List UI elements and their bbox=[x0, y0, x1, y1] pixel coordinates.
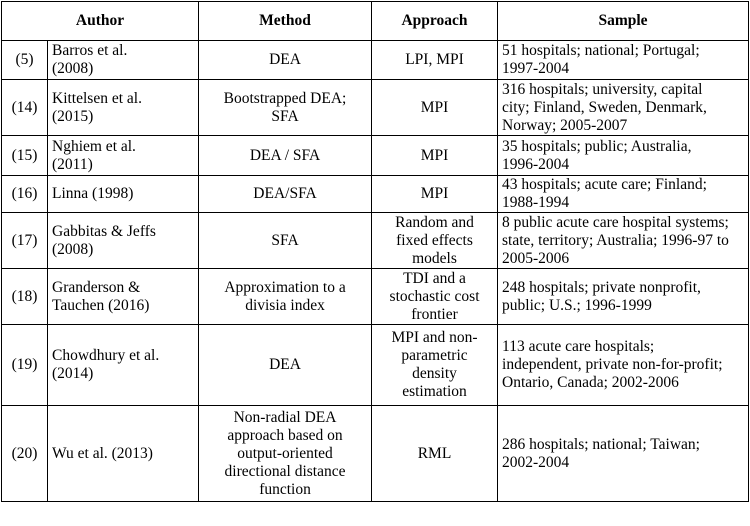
author-cell: Gabbitas & Jeffs (2008) bbox=[48, 213, 199, 269]
ref-number: (15) bbox=[2, 136, 48, 176]
author-cell: Granderson & Tauchen (2016) bbox=[48, 269, 199, 325]
author-cell: Nghiem et al. (2011) bbox=[48, 136, 199, 176]
sample-cell: 35 hospitals; public; Australia, 1996-2004 bbox=[498, 136, 749, 176]
method-cell: Approximation to a divisia index bbox=[199, 269, 372, 325]
header-sample: Sample bbox=[498, 2, 749, 41]
studies-table bbox=[1, 1, 749, 502]
approach-cell: MPI bbox=[372, 176, 498, 213]
author-cell: Chowdhury et al. (2014) bbox=[48, 325, 199, 406]
sample-cell: 316 hospitals; university, capital city; Finland, Sweden, Denmark, Norway; 2005-2007 bbox=[498, 80, 749, 136]
author-cell: Wu et al. (2013) bbox=[48, 406, 199, 502]
sample-cell: 8 public acute care hospital systems; state, territory; Australia; 1996-97 to 2005-2006 bbox=[498, 213, 749, 269]
sample-cell: 43 hospitals; acute care; Finland; 1988-1994 bbox=[498, 176, 749, 213]
table-row bbox=[2, 80, 749, 136]
ref-number: (14) bbox=[2, 80, 48, 136]
ref-number: (16) bbox=[2, 176, 48, 213]
header-method: Method bbox=[199, 2, 372, 41]
table-row bbox=[2, 41, 749, 80]
method-cell: Non-radial DEA approach based on output-oriented directional distance function bbox=[199, 406, 372, 502]
sample-cell: 286 hospitals; national; Taiwan; 2002-2004 bbox=[498, 406, 749, 502]
approach-cell: Random and fixed effects models bbox=[372, 213, 498, 269]
author-cell: Kittelsen et al. (2015) bbox=[48, 80, 199, 136]
approach-cell: LPI, MPI bbox=[372, 41, 498, 80]
table-row bbox=[2, 269, 749, 325]
author-cell: Linna (1998) bbox=[48, 176, 199, 213]
method-cell: DEA bbox=[199, 325, 372, 406]
ref-number: (5) bbox=[2, 41, 48, 80]
table-row bbox=[2, 213, 749, 269]
method-cell: Bootstrapped DEA; SFA bbox=[199, 80, 372, 136]
approach-cell: MPI bbox=[372, 80, 498, 136]
ref-number: (18) bbox=[2, 269, 48, 325]
sample-cell: 51 hospitals; national; Portugal; 1997-2004 bbox=[498, 41, 749, 80]
sample-cell: 248 hospitals; private nonprofit, public; U.S.; 1996-1999 bbox=[498, 269, 749, 325]
approach-cell: RML bbox=[372, 406, 498, 502]
author-cell: Barros et al. (2008) bbox=[48, 41, 199, 80]
sample-cell: 113 acute care hospitals; independent, private non-for-profit; Ontario, Canada; 2002-2006 bbox=[498, 325, 749, 406]
header-approach: Approach bbox=[372, 2, 498, 41]
approach-cell: MPI and non- parametric density estimation bbox=[372, 325, 498, 406]
ref-number: (17) bbox=[2, 213, 48, 269]
method-cell: SFA bbox=[199, 213, 372, 269]
method-cell: DEA / SFA bbox=[199, 136, 372, 176]
ref-number: (20) bbox=[2, 406, 48, 502]
header-row bbox=[2, 2, 749, 41]
method-cell: DEA bbox=[199, 41, 372, 80]
method-cell: DEA/SFA bbox=[199, 176, 372, 213]
approach-cell: TDI and a stochastic cost frontier bbox=[372, 269, 498, 325]
table-row bbox=[2, 325, 749, 406]
table-row bbox=[2, 406, 749, 502]
table-row bbox=[2, 136, 749, 176]
ref-number: (19) bbox=[2, 325, 48, 406]
table-row bbox=[2, 176, 749, 213]
header-author: Author bbox=[2, 2, 199, 41]
approach-cell: MPI bbox=[372, 136, 498, 176]
